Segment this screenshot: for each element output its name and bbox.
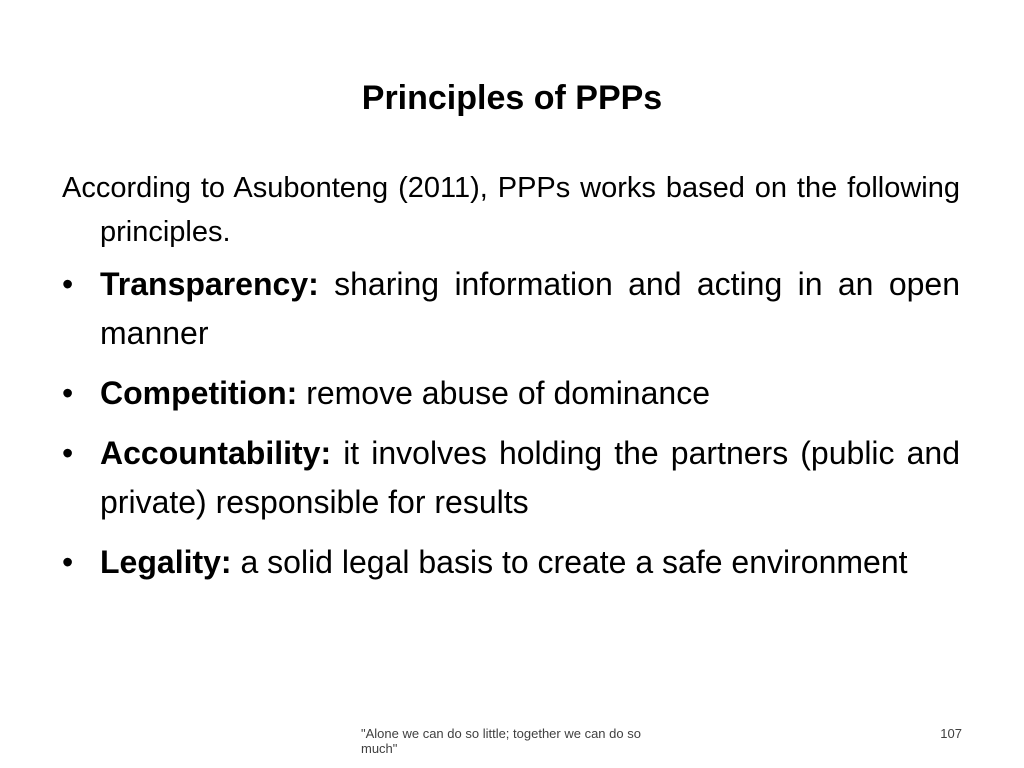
slide-body <box>62 166 960 598</box>
intro-paragraph: According to Asubonteng (2011), PPPs works based on the following principles. <box>62 172 960 248</box>
bullet-text: it involves holding the partners (public and private) responsible for results <box>100 435 960 520</box>
bullet-icon: • <box>62 266 74 302</box>
bullet-term: Transparency: <box>100 266 319 302</box>
bullet-icon: • <box>62 544 74 580</box>
principles-list <box>62 260 960 587</box>
bullet-icon: • <box>62 375 74 411</box>
bullet-text: remove abuse of dominance <box>297 375 710 411</box>
page-number: 107 <box>940 726 962 741</box>
bullet-legality <box>62 538 960 587</box>
bullet-term: Accountability: <box>100 435 332 471</box>
bullet-text: sharing information and acting in an open manner <box>100 266 960 351</box>
bullet-icon: • <box>62 435 74 471</box>
slide-title: Principles of PPPs <box>361 79 663 117</box>
bullet-term: Competition: <box>100 375 298 411</box>
bullet-competition <box>62 369 960 418</box>
bullet-accountability <box>62 429 960 527</box>
bullet-term: Legality: <box>100 544 232 580</box>
bullet-transparency <box>62 260 960 358</box>
bullet-text: a solid legal basis to create a safe environment <box>231 544 908 580</box>
footer-quote: "Alone we can do so little; together we can do so much" <box>361 726 641 756</box>
